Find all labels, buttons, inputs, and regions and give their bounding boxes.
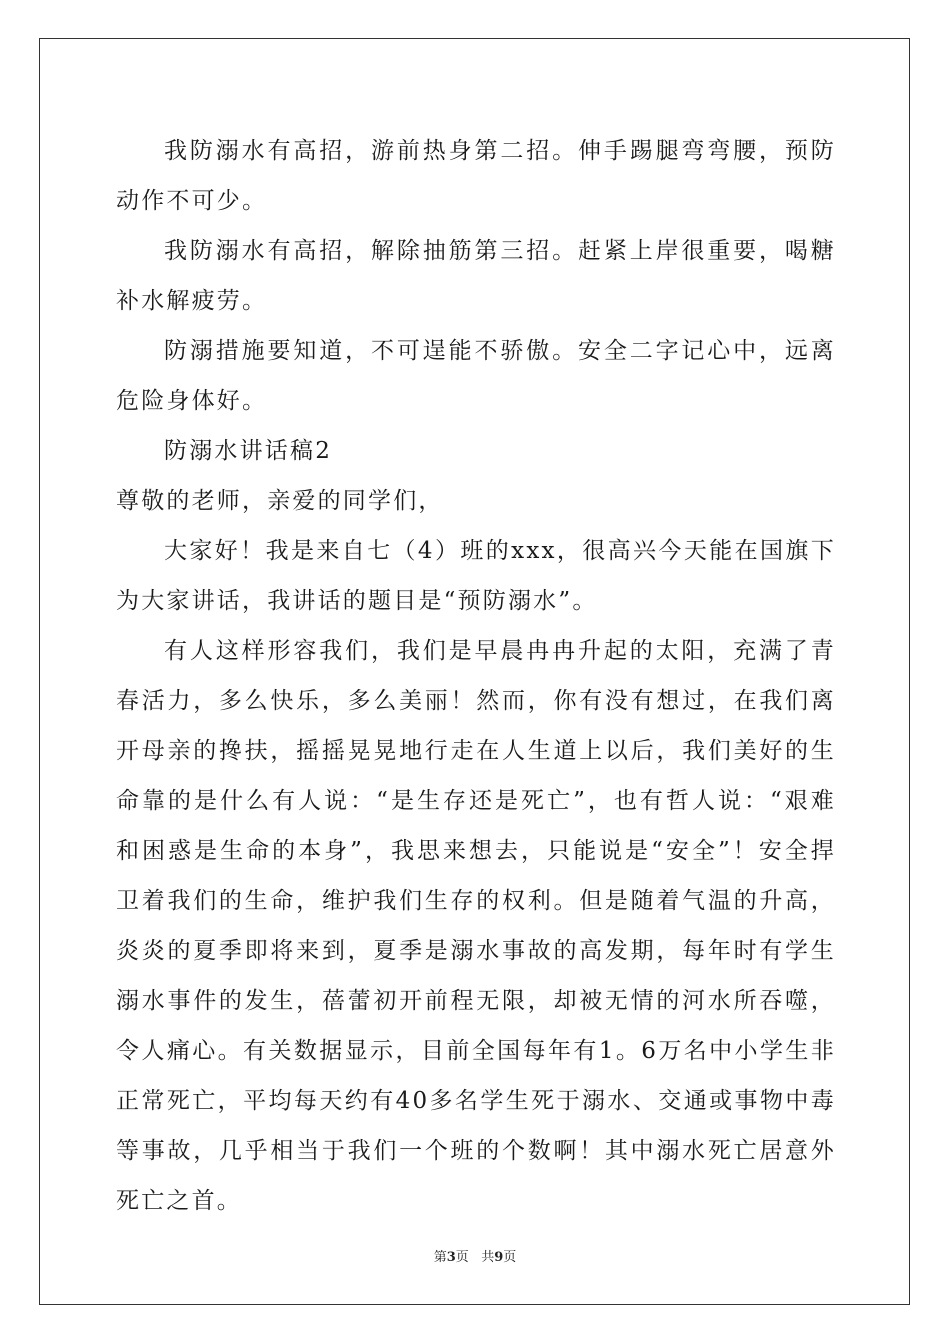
page-number: 3: [446, 1250, 456, 1265]
paragraph-3: 防溺措施要知道，不可逞能不骄傲。安全二字记心中，远离危险身体好。: [116, 338, 836, 414]
page-suffix: 页: [455, 1250, 469, 1265]
paragraph-main: 有人这样形容我们，我们是早晨冉冉升起的太阳，充满了青春活力，多么快乐，多么美丽！然而，你有没有想过，在我们离开母亲的搀扶，摇摇晃晃地行走在人生道上以后，我们美好的生命靠的是什么有人说：“是生存还是死亡”，也有哲人说：“艰难和困惑是生命的本身”，我思来想去，只能说是“安全”！安全捍卫着我们的生命，维护我们生存的权利。但是随着气温的升高，炎炎的夏季即将来到，夏季是溺水事故的高发期，每年时有学生溺水事件的发生，蓓蕾初开前程无限，却被无情的河水所吞噬，令人痛心。有关数据显示，目前全国每年有1。6万名中小学生非正常死亡，平均每天约有40多名学生死于溺水、交通或事物中毒等事故，几乎相当于我们一个班的个数啊！其中溺水死亡居意外死亡之首。: [116, 638, 836, 1214]
page-footer: [0, 1246, 950, 1265]
page-prefix: 第: [433, 1250, 447, 1265]
section-heading: 防溺水讲话稿2: [164, 438, 333, 464]
total-suffix: 页: [503, 1250, 517, 1265]
paragraph-2: 我防溺水有高招，解除抽筋第三招。赶紧上岸很重要，喝糖补水解疲劳。: [116, 238, 836, 314]
paragraph-1: 我防溺水有高招，游前热身第二招。伸手踢腿弯弯腰，预防动作不可少。: [116, 138, 836, 214]
document-body: [116, 126, 836, 1226]
paragraph-greeting: 大家好！我是来自七（4）班的xxx，很高兴今天能在国旗下为大家讲话，我讲话的题目是“预防溺水”。: [116, 538, 836, 614]
total-prefix: 共: [481, 1250, 495, 1265]
salutation: 尊敬的老师，亲爱的同学们，: [116, 488, 444, 514]
total-pages: 9: [494, 1250, 504, 1265]
